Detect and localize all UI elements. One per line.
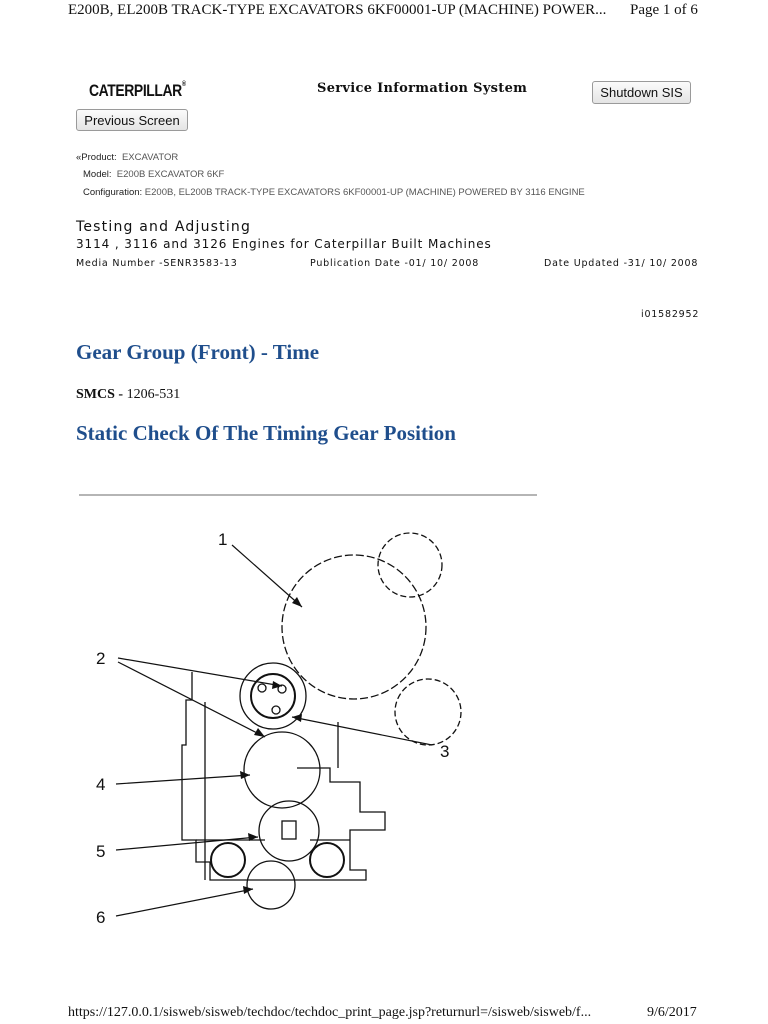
oil-pump-gear	[259, 801, 319, 861]
engine-housing	[182, 672, 385, 880]
leader-lines	[116, 545, 432, 916]
idler-bolt	[258, 684, 266, 692]
gear-shaft-key	[282, 821, 296, 839]
publication-date: Publication Date -01/ 10/ 2008	[310, 258, 480, 269]
meta-configuration	[83, 187, 585, 198]
logo-text: CATERPILLAR	[89, 81, 182, 100]
crankshaft-drive-gear	[244, 732, 320, 808]
configuration-value: E200B, EL200B TRACK-TYPE EXCAVATORS 6KF00001-UP (MACHINE) POWERED BY 3116 ENGINE	[144, 187, 585, 198]
smcs-value: 1206-531	[126, 387, 181, 402]
timing-gear-illustration	[0, 500, 768, 960]
smcs-code	[76, 387, 180, 403]
product-label: Product:	[81, 152, 117, 163]
configuration-label: Configuration:	[83, 187, 143, 198]
smcs-label: SMCS -	[76, 387, 124, 402]
shutdown-sis-button[interactable]: Shutdown SIS	[592, 81, 691, 104]
callout-6: 6	[96, 908, 106, 927]
footer-url: https://127.0.0.1/sisweb/sisweb/techdoc/techdoc_print_page.jsp?returnurl=/sisweb/sisweb/f...	[68, 1005, 592, 1020]
sis-title: Service Information System	[317, 81, 528, 96]
callout-4: 4	[96, 775, 106, 794]
callout-3: 3	[440, 742, 450, 761]
callout-2: 2	[96, 649, 106, 668]
document-section: Testing and Adjusting	[76, 219, 252, 235]
lower-left-pulley	[211, 843, 245, 877]
date-updated: Date Updated -31/ 10/ 2008	[544, 258, 699, 269]
document-id: i01582952	[641, 309, 700, 320]
expand-arrow-icon[interactable]: «	[76, 152, 82, 163]
callout-1: 1	[218, 530, 228, 549]
model-label: Model:	[83, 169, 112, 180]
lower-right-pulley	[310, 843, 344, 877]
camshaft-gear	[282, 555, 426, 699]
meta-model	[83, 169, 224, 180]
section-heading: Static Check Of The Timing Gear Position	[76, 421, 456, 445]
print-header-page-number: Page 1 of 6	[630, 2, 698, 18]
divider	[79, 494, 537, 496]
page-title: Gear Group (Front) - Time	[76, 340, 320, 364]
callout-5: 5	[96, 842, 106, 861]
meta-product	[76, 152, 178, 163]
logo-registered-mark: ®	[181, 81, 186, 88]
lower-gear	[247, 861, 295, 909]
idler-gear-small-inner	[251, 674, 295, 718]
footer-date: 9/6/2017	[647, 1005, 697, 1020]
idler-bolt	[272, 706, 280, 714]
idler-gear-right	[395, 679, 461, 745]
product-value: EXCAVATOR	[121, 152, 179, 163]
idler-gear-top	[378, 533, 442, 597]
print-header-title: E200B, EL200B TRACK-TYPE EXCAVATORS 6KF00001-UP (MACHINE) POWER...	[68, 2, 607, 18]
media-number: Media Number -SENR3583-13	[76, 258, 238, 269]
model-value: E200B EXCAVATOR 6KF	[116, 169, 225, 180]
caterpillar-logo	[89, 81, 186, 101]
previous-screen-button[interactable]: Previous Screen	[76, 109, 188, 131]
document-subtitle: 3114 , 3116 and 3126 Engines for Caterpillar Built Machines	[76, 237, 492, 251]
